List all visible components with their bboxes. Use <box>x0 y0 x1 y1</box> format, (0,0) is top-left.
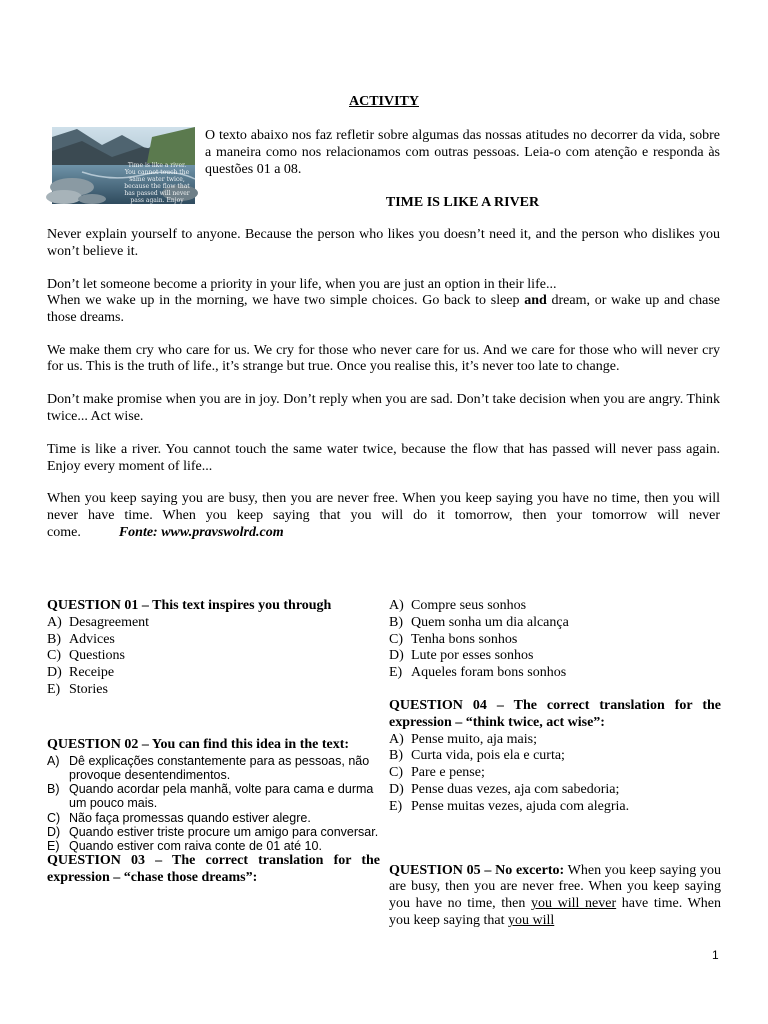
question-03-option-e <box>389 665 721 682</box>
paragraph-3 <box>47 293 720 326</box>
question-05-heading: QUESTION 05 – No excerto: <box>389 862 565 878</box>
question-02-option-a <box>47 754 380 782</box>
option-text: Aqueles foram bons sonhos <box>411 665 567 681</box>
question-05 <box>389 863 721 930</box>
question-02-option-d <box>47 825 380 839</box>
question-02-heading: QUESTION 02 – You can find this idea in the text: <box>47 736 350 752</box>
question-05-underline-1: you will never <box>531 896 617 912</box>
option-text: Curta vida, pois ela e curta; <box>411 748 565 764</box>
question-01 <box>47 598 380 699</box>
question-04-option-e <box>389 799 721 816</box>
option-letter: B) <box>47 782 60 797</box>
question-03-option-d <box>389 648 721 665</box>
question-01-option-c <box>47 648 380 665</box>
option-text: Lute por esses sonhos <box>411 648 534 664</box>
option-letter: B) <box>47 631 61 647</box>
option-text: Receipe <box>69 665 115 681</box>
option-letter: D) <box>389 781 404 797</box>
question-04 <box>389 698 721 816</box>
question-05-text-a: When you keep saying you are busy, then you are never free. When you keep saying you have no time, then <box>389 862 721 912</box>
paragraph-2: Don’t let someone become a priority in your life, when you are just an option in their life... <box>47 276 557 292</box>
question-05-underline-2: you will <box>507 912 555 928</box>
question-01-option-a <box>47 615 380 632</box>
question-01-heading: QUESTION 01 – This text inspires you through <box>47 598 332 613</box>
page-number: 1 <box>712 948 719 962</box>
text-title: TIME IS LIKE A RIVER <box>385 195 540 210</box>
question-05-text-b: have time. When you keep saying that <box>389 896 722 928</box>
option-text: Dê explicações constantemente para as pessoas, não provoque desentendimentos. <box>69 753 370 782</box>
questions-right-column <box>389 598 721 930</box>
option-text: Quando estiver triste procure um amigo para conversar. <box>69 824 379 839</box>
paragraph-3-bold: and <box>524 293 547 309</box>
option-letter: D) <box>47 665 62 681</box>
photo-quote-caption: Time is like a river. You cannot touch the same water twice, because the flow that has passed will never pass again. Enjoy every moment of life <box>124 162 190 211</box>
option-letter: A) <box>389 598 404 613</box>
option-letter: C) <box>389 631 403 647</box>
intro-paragraph: O texto abaixo nos faz refletir sobre algumas das nossas atitudes no decorrer da vida, sobre a maneira como nos relacionamos com outras pessoas. Leia-o com atenção e responda às questões 01 a 08. <box>205 128 720 177</box>
river-photo <box>52 127 195 211</box>
option-text: Compre seus sonhos <box>411 598 527 613</box>
option-text: Quem sonha um dia alcança <box>411 614 569 630</box>
option-text: Advices <box>69 631 115 647</box>
option-text: Quando acordar pela manhã, volte para cama e durma um pouco mais. <box>69 782 374 811</box>
question-02-option-b <box>47 782 380 810</box>
option-text: Quando estiver com raiva conte de 01 até 10. <box>69 839 322 853</box>
question-04-option-c <box>389 765 721 782</box>
source-citation: Fonte: www.pravswolrd.com <box>118 524 284 540</box>
question-02-option-e <box>47 839 380 853</box>
option-letter: C) <box>389 765 403 781</box>
paragraph-1: Never explain yourself to anyone. Because the person who likes you doesn’t need it, and the person who dislikes you won’t believe it. <box>47 227 720 259</box>
question-03-options <box>389 598 721 682</box>
option-letter: D) <box>47 824 61 839</box>
question-01-option-d <box>47 665 380 682</box>
question-03-option-b <box>389 615 721 632</box>
option-letter: A) <box>47 614 62 630</box>
question-04-option-a <box>389 732 721 749</box>
option-letter: C) <box>47 648 61 664</box>
question-01-option-b <box>47 632 380 649</box>
option-letter: B) <box>389 748 403 764</box>
paragraph-3-part-b: dream, or wake up and chase those dreams. <box>47 293 721 325</box>
option-text: Pense muito, aja mais; <box>411 731 537 747</box>
option-text: Questions <box>69 648 125 664</box>
paragraph-3-part-a: When we wake up in the morning, we have two simple choices. Go back to sleep <box>47 293 520 309</box>
option-letter: A) <box>47 753 60 768</box>
question-04-heading: QUESTION 04 – The correct translation for the expression – “think twice, act wise”: <box>389 697 721 730</box>
option-text: Pare e pense; <box>411 765 485 781</box>
option-text: Stories <box>69 681 108 697</box>
option-letter: A) <box>389 731 404 747</box>
option-text: Desagreement <box>69 614 150 630</box>
option-text: Não faça promessas quando estiver alegre. <box>69 810 311 825</box>
question-02-option-c <box>47 811 380 825</box>
question-02 <box>47 735 380 853</box>
question-03-heading: QUESTION 03 – The correct translation for the expression – “chase those dreams”: <box>47 853 380 885</box>
paragraph-6: Time is like a river. You cannot touch the same water twice, because the flow that has passed will never pass again. Enjoy every moment of life... <box>47 441 720 474</box>
question-03-option-c <box>389 632 721 649</box>
paragraph-5: Don’t make promise when you are in joy. Don’t reply when you are sad. Don’t take decision when you are angry. Think twice... Act wise. <box>47 392 720 424</box>
option-letter: B) <box>389 614 403 630</box>
question-03-option-a <box>389 598 721 615</box>
paragraph-7 <box>47 491 720 541</box>
option-letter: C) <box>47 810 61 825</box>
question-03 <box>47 853 380 887</box>
option-text: Pense duas vezes, aja com sabedoria; <box>411 781 620 797</box>
option-letter: E) <box>389 665 403 681</box>
page-title: ACTIVITY <box>348 94 419 109</box>
questions-left-column <box>47 598 380 887</box>
paragraph-7-text: When you keep saying you are busy, then you are never free. When you keep saying you have no time, then you will never have time. When you keep saying that you will do it tomorrow, then your tomorrow will never come. <box>47 491 720 540</box>
option-letter: D) <box>389 648 404 664</box>
question-04-option-d <box>389 782 721 799</box>
reading-text <box>47 227 720 558</box>
option-letter: E) <box>47 681 61 697</box>
question-04-option-b <box>389 748 721 765</box>
question-01-option-e <box>47 682 380 699</box>
paragraph-4: We make them cry who care for us. We cry for those who never care for us. And we care for those who will never cry for us. This is the truth of life., it’s strange but true. Once you realise this, it’s never too late to change. <box>47 342 720 375</box>
option-text: Pense muitas vezes, ajuda com alegria. <box>411 798 630 814</box>
option-letter: E) <box>389 798 403 814</box>
option-text: Tenha bons sonhos <box>411 631 518 647</box>
option-letter: E) <box>47 839 60 853</box>
